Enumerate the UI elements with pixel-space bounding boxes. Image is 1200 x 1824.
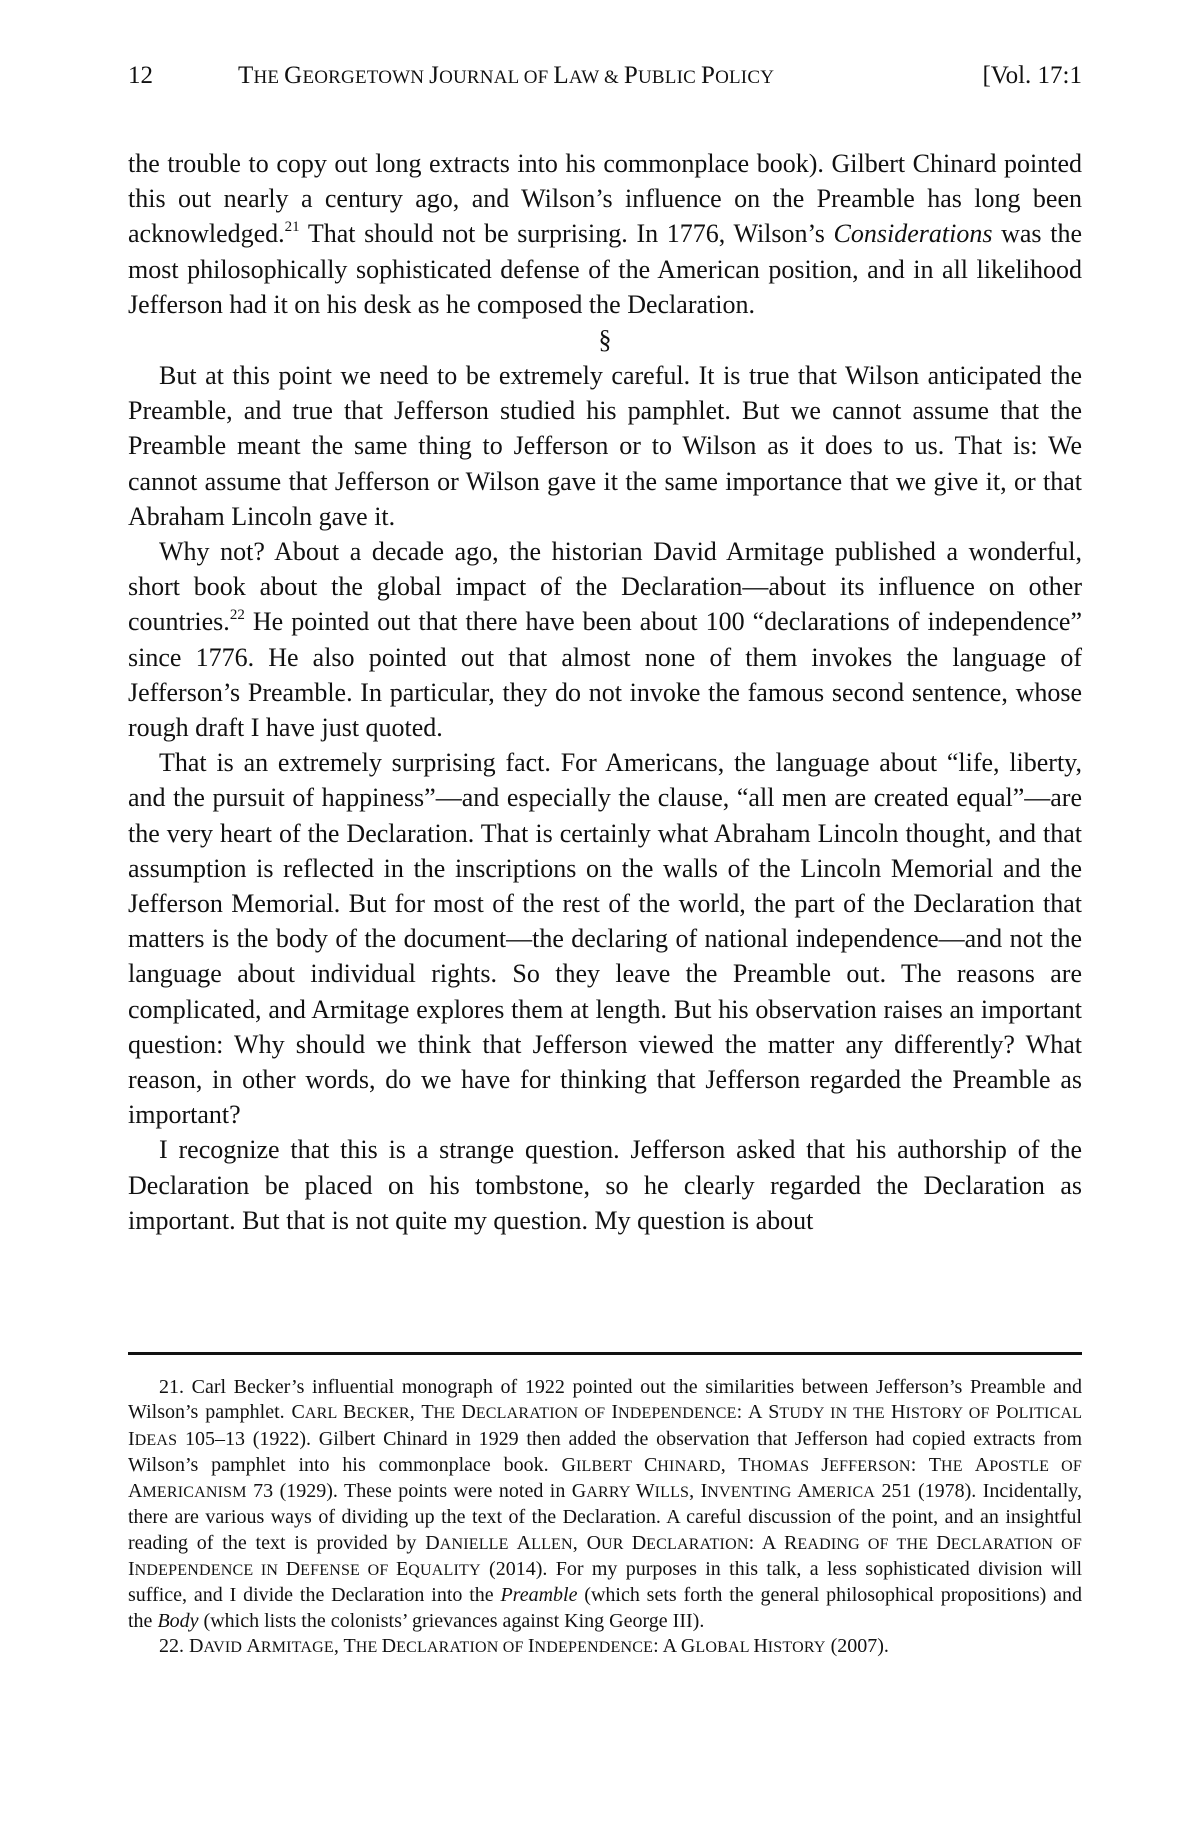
footnote-ref-22[interactable]: 22 — [229, 607, 245, 624]
paragraph: I recognize that this is a strange question. Jefferson asked that his authorship of the Declaration be placed on his tombstone, so he clearly regarded the Declaration as important. But that is not quite my question. My question is about — [128, 1135, 1082, 1235]
paragraph-continued: the trouble to copy out long extracts into his commonplace book). Gilbert Chinard pointed this out nearly a century ago, and Wilson’s influence on the Preamble has long been acknowledged.$^{21}$ That should not be surprising. In 1776, Wilson’s Considerations was the most philosophically sophisticated defense of the American position, and in all likelihood Jefferson had it on his desk as he composed the Declaration. — [128, 149, 1082, 319]
body-text — [128, 146, 1082, 1238]
footnote-divider — [128, 1352, 1082, 1355]
journal-title: THE GEORGETOWN JOURNAL OF LAW & PUBLIC POLICY — [238, 62, 775, 89]
paragraph: Why not? About a decade ago, the historian David Armitage published a wonderful, short book about the global impact of the Declaration—about its influence on other countries.$^{22}$ He pointed out that there have been about 100 “declarations of independence” since 1776. He also pointed out that almost none of them invokes the language of Jefferson’s Preamble. In particular, they do not invoke the famous second sentence, whose rough draft I have just quoted. — [128, 537, 1082, 743]
footnote-22: 22. DAVID ARMITAGE, THE DECLARATION OF INDEPENDENCE: A GLOBAL HISTORY (2007). — [159, 1634, 889, 1657]
paragraph: But at this point we need to be extremely careful. It is true that Wilson anticipated the Preamble, and true that Jefferson studied his pamphlet. But we cannot assume that the Preamble meant the same thing to Jefferson or to Wilson as it does to us. That is: We cannot assume that Jefferson or Wilson gave it the same importance that we give it, or that Abraham Lincoln gave it. — [128, 361, 1082, 531]
footnote-ref-21[interactable]: 21 — [284, 219, 300, 236]
footnote-21: 21. Carl Becker’s influential monograph of 1922 pointed out the similarities between Jefferson’s Preamble and Wilson’s pamphlet. CARL BECKER, THE DECLARATION OF INDEPENDENCE: A STUDY IN THE HISTORY OF POLITICAL IDEAS 105–13 (1922). Gilbert Chinard in 1929 then added the observation that Jefferson had copied extracts from Wilson’s pamphlet into his commonplace book. GILBERT CHINARD, THOMAS JEFFERSON: THE APOSTLE OF AMERICANISM 73 (1929). These points were noted in GARRY WILLS, INVENTING AMERICA 251 (1978). Incidentally, there are various ways of dividing up the text of the Declaration. A careful discussion of the point, and an insightful reading of the text is provided by DANIELLE ALLEN, OUR DECLARATION: A READING OF THE DECLARATION OF INDEPENDENCE IN DEFENSE OF EQUALITY (2014). For my purposes in this talk, a less sophisticated division will suffice, and I divide the Declaration into the Preamble (which sets forth the general philosophical propositions) and the Body (which lists the colonists’ grievances against King George III). — [128, 1376, 1082, 1632]
running-head — [128, 56, 1082, 96]
section-break: § — [598, 325, 612, 355]
paragraph: That is an extremely surprising fact. For Americans, the language about “life, liberty, and the pursuit of happiness”—and especially the clause, “all men are created equal”—are the very heart of the Declaration. That is certainly what Abraham Lincoln thought, and that assumption is reflected in the inscriptions on the walls of the Lincoln Memorial and the Jefferson Memorial. But for most of the rest of the world, the part of the Declaration that matters is the body of the document—the declaring of national independence—and not the language about individual rights. So they leave the Preamble out. The reasons are complicated, and Armitage explores them at length. But his observation raises an important question: Why should we think that Jefferson viewed the matter any differently? What reason, in other words, do we have for thinking that Jefferson regarded the Preamble as important? — [128, 748, 1082, 1130]
volume-label: [Vol. 17:1 — [982, 62, 1082, 89]
page-number: 12 — [128, 62, 153, 89]
footnotes — [128, 1375, 1082, 1660]
